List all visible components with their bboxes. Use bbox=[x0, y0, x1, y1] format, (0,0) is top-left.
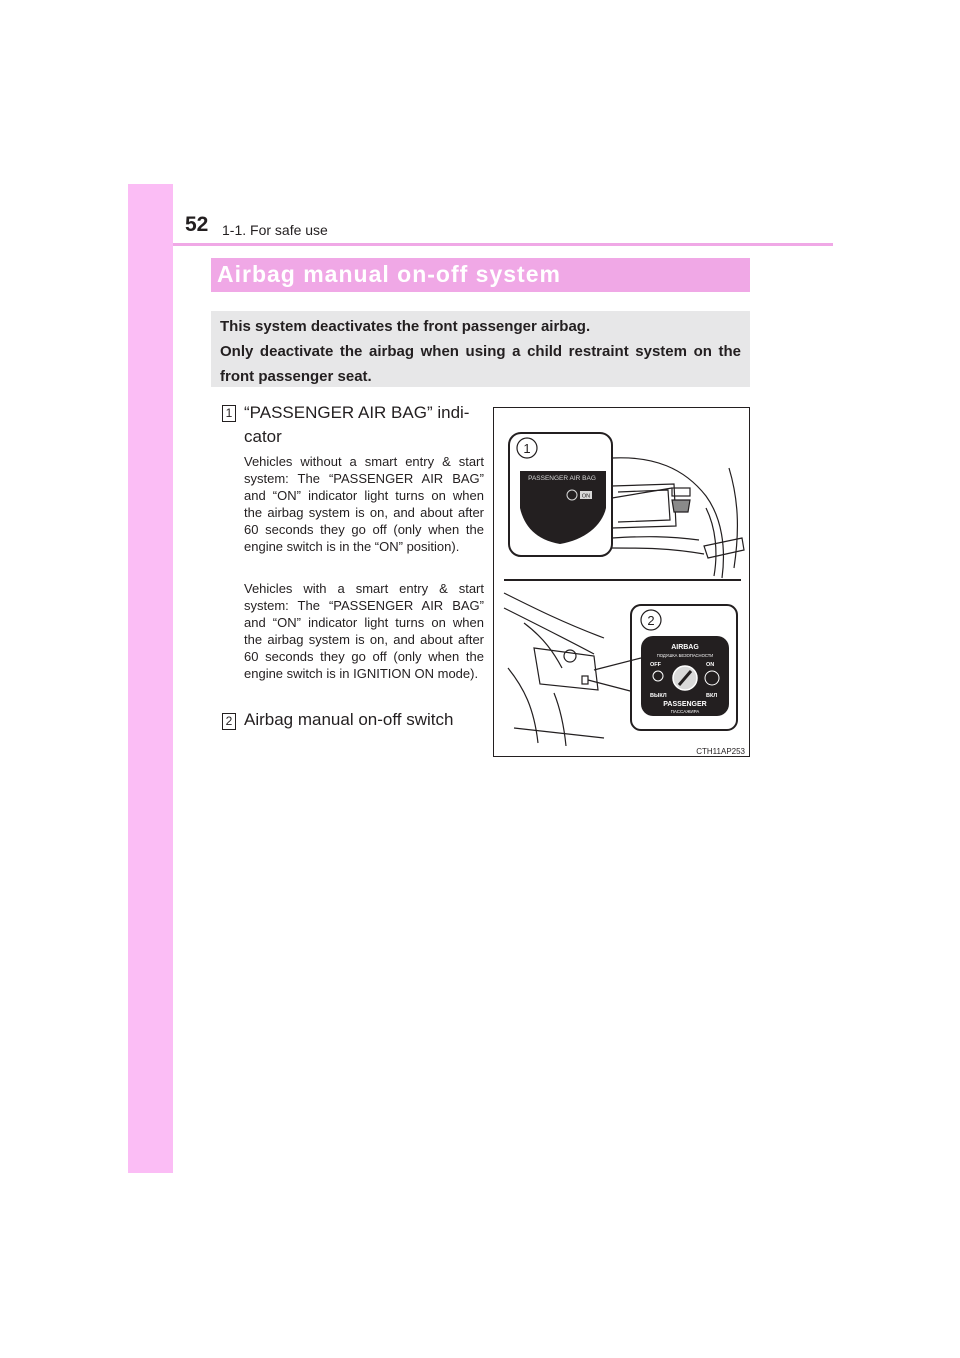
page-number: 52 bbox=[185, 213, 209, 236]
item-1-paragraph-2: Vehicles with a smart entry & start system: The “PASSENGER AIR BAG” and “ON” indicator light turns on when the airbag system is on, and about after 60 seconds they go off (only when the engine switch is in IGNITION ON mode). bbox=[244, 581, 484, 681]
switch-label-off: OFF bbox=[650, 662, 661, 668]
illustration-figure bbox=[493, 407, 750, 757]
intro-line-1: This system deactivates the front passenger airbag. bbox=[220, 318, 591, 335]
callout-2-number: 2 bbox=[647, 613, 655, 628]
switch-label-passenger-ru: ПАССАЖИРА bbox=[670, 709, 700, 714]
callout-1-number: 1 bbox=[523, 441, 531, 456]
item-2-title: Airbag manual on-off switch bbox=[244, 710, 454, 729]
item-1-title-line-1: “PASSENGER AIR BAG” indi- bbox=[244, 403, 470, 422]
section-title: Airbag manual on-off system bbox=[217, 261, 561, 287]
switch-label-airbag: AIRBAG bbox=[671, 644, 699, 651]
switch-label-off-ru: ВЫКЛ bbox=[650, 693, 667, 699]
switch-label-on: ON bbox=[706, 662, 715, 668]
indicator-on-text: ON bbox=[581, 493, 591, 500]
switch-label-on-ru: ВКЛ bbox=[706, 693, 718, 699]
intro-line-2: Only deactivate the airbag when using a child restraint system on the front passenger seat. bbox=[220, 343, 741, 385]
switch-label-passenger: PASSENGER bbox=[663, 701, 707, 708]
item-number-1: 1 bbox=[222, 405, 236, 422]
section-tab-bar bbox=[128, 184, 173, 1173]
item-number-2: 2 bbox=[222, 713, 236, 730]
section-reference: 1-1. For safe use bbox=[222, 222, 328, 238]
airbag-illustration bbox=[494, 408, 749, 756]
item-1-paragraph-1: Vehicles without a smart entry & start system: The “PASSENGER AIR BAG” and “ON” indicator light turns on when the airbag system is on, and about after 60 seconds they go off (only when the engine switch is in the “ON” position). bbox=[244, 454, 484, 554]
item-1-title-line-2: cator bbox=[244, 427, 282, 446]
dashboard-line-art bbox=[612, 458, 744, 578]
intro-box bbox=[211, 311, 750, 387]
switch-label-airbag-ru: ПОДУШКА БЕЗОПАСНОСТИ bbox=[656, 653, 714, 658]
header-rule bbox=[173, 243, 833, 246]
indicator-label: PASSENGER AIR BAG bbox=[528, 475, 596, 482]
section-title-bar bbox=[211, 258, 750, 292]
figure-code: CTH11AP253 bbox=[696, 747, 745, 756]
glovebox-line-art bbox=[504, 593, 634, 746]
